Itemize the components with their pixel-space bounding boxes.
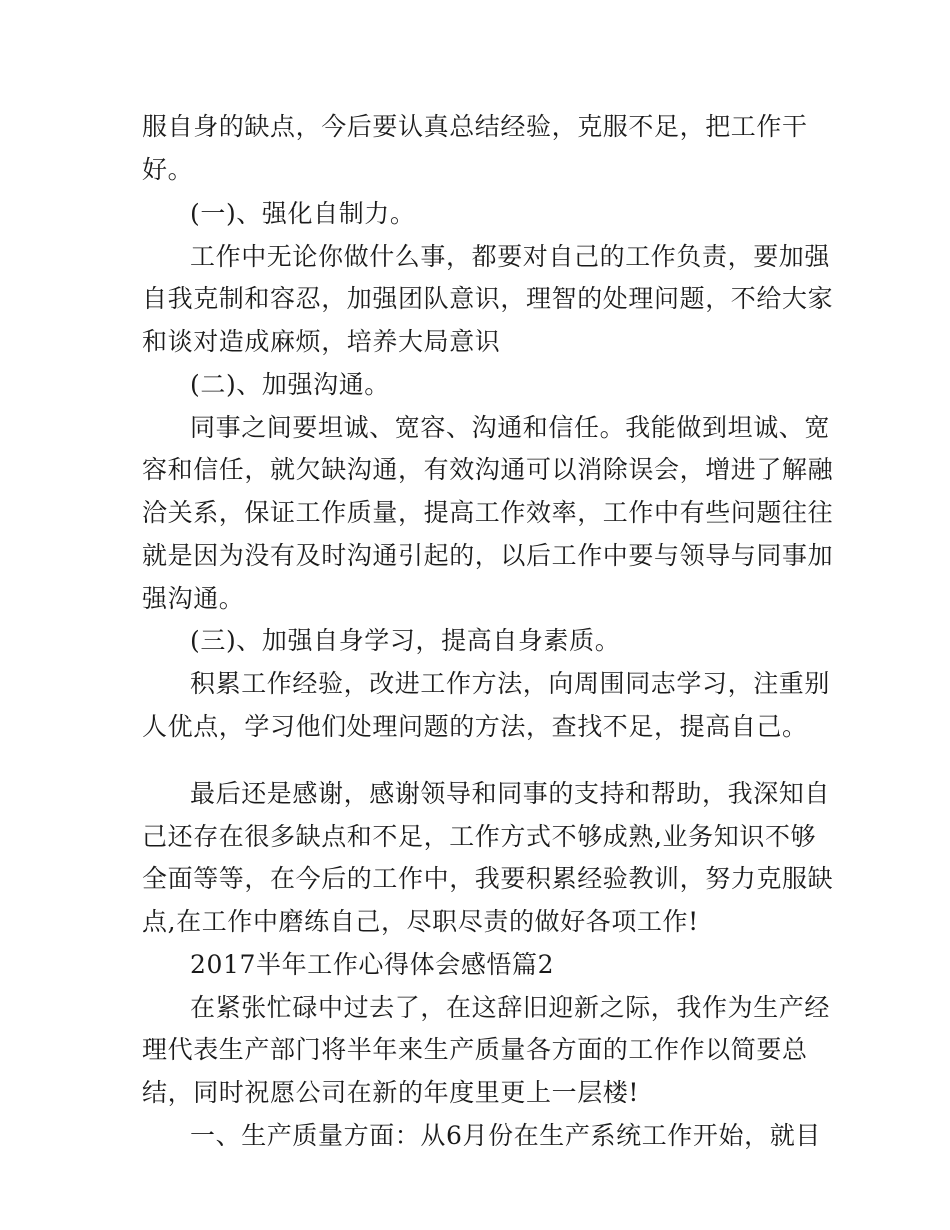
text-line: 自我克制和容忍，加强团队意识，理智的处理问题，不给大家 — [142, 284, 834, 313]
text-line: 结，同时祝愿公司在新的年度里更上一层楼! — [142, 1078, 640, 1107]
text-line: 最后还是感谢，感谢领导和同事的支持和帮助，我深知自 — [190, 779, 831, 808]
text-line: 己还存在很多缺点和不足，工作方式不够成熟,业务知识不够 — [142, 822, 817, 851]
text-line: 积累工作经验，改进工作方法，向周围同志学习，注重别 — [190, 669, 831, 698]
section-heading: (三)、加强自身学习，提高自身素质。 — [190, 626, 621, 655]
text-line: 点,在工作中磨练自己，尽职尽责的做好各项工作! — [142, 907, 699, 936]
text-line: 全面等等，在今后的工作中，我要积累经验教训，努力克服缺 — [142, 864, 834, 893]
text-line: 就是因为没有及时沟通引起的，以后工作中要与领导与同事加 — [142, 541, 834, 570]
article-title: 2017半年工作心得体会感悟篇2 — [190, 950, 555, 979]
text-line: 洽关系，保证工作质量，提高工作效率，工作中有些问题往往 — [142, 498, 834, 527]
text-line: 强沟通。 — [142, 584, 245, 613]
text-line: 同事之间要坦诚、宽容、沟通和信任。我能做到坦诚、宽 — [190, 413, 831, 442]
section-heading: (一)、强化自制力。 — [190, 199, 416, 228]
text-line: 在紧张忙碌中过去了，在这辞旧迎新之际，我作为生产经 — [190, 993, 831, 1022]
text-line: 工作中无论你做什么事，都要对自己的工作负责，要加强 — [190, 242, 831, 271]
text-line: 和谈对造成麻烦，培养大局意识 — [142, 327, 501, 356]
text-line: 好。 — [142, 155, 194, 184]
text-line: 服自身的缺点，今后要认真总结经验，克服不足，把工作干 — [142, 112, 808, 141]
text-line: 一、生产质量方面：从6月份在生产系统工作开始，就目 — [190, 1121, 821, 1150]
section-heading: (二)、加强沟通。 — [190, 370, 390, 399]
text-line: 人优点，学习他们处理问题的方法，查找不足，提高自己。 — [142, 712, 808, 741]
text-line: 容和信任，就欠缺沟通，有效沟通可以消除误会，增进了解融 — [142, 455, 834, 484]
text-line: 理代表生产部门将半年来生产质量各方面的工作作以简要总 — [142, 1035, 808, 1064]
